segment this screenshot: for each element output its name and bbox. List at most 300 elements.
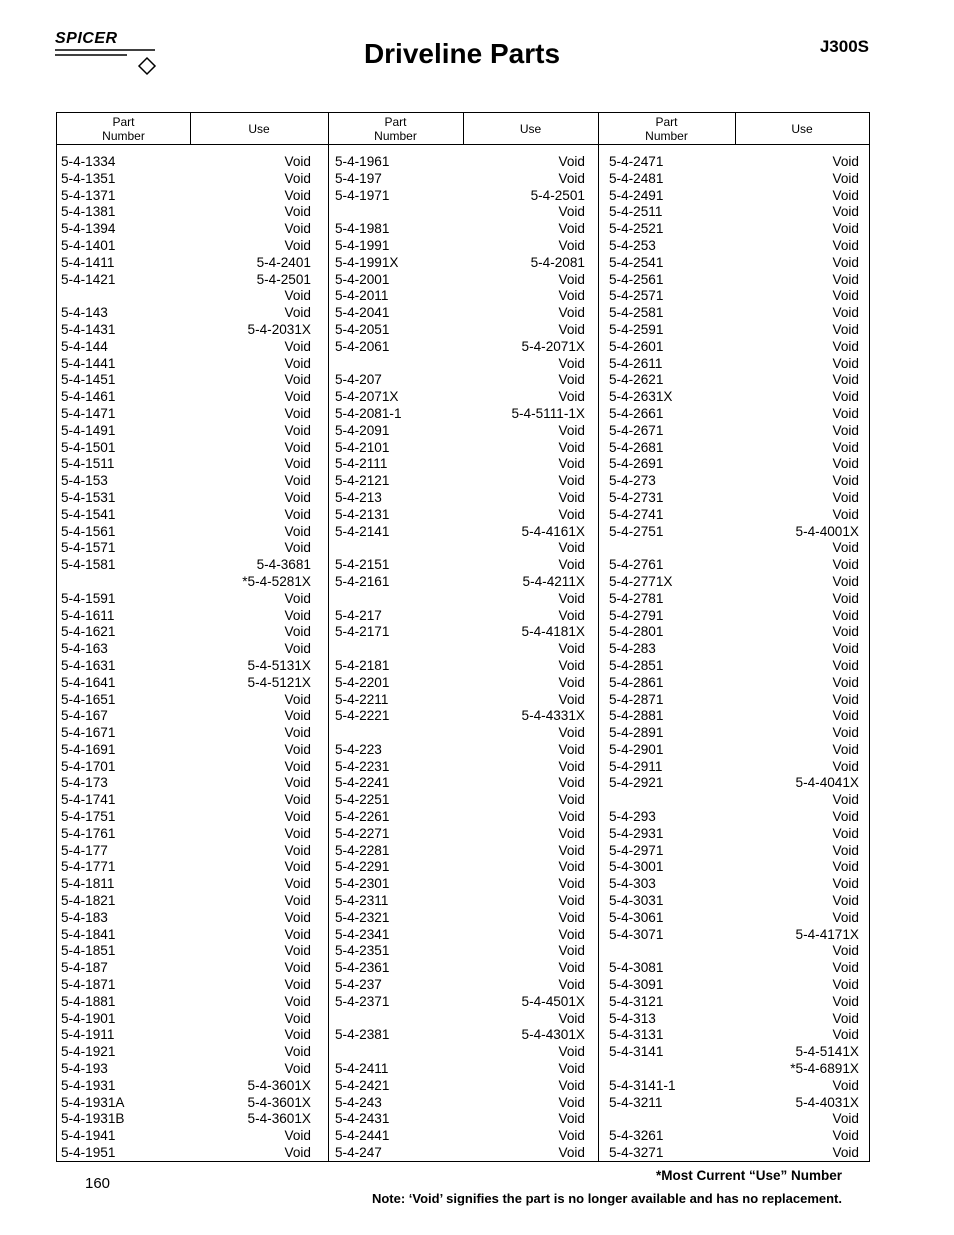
table-row [335, 927, 585, 944]
table-row [609, 272, 859, 289]
part-number-cell: 5-4-313 [609, 1010, 656, 1026]
part-number-cell: 5-4-3031 [609, 893, 664, 909]
part-number-cell: 5-4-2791 [609, 607, 664, 623]
table-row [609, 708, 859, 725]
table-row [61, 658, 311, 675]
part-number-cell: 5-4-193 [61, 1061, 108, 1077]
part-number-cell: 5-4-1941 [61, 1128, 116, 1144]
use-cell: Void [832, 288, 859, 304]
use-cell: Void [558, 154, 585, 169]
part-number-cell: 5-4-2931 [609, 825, 664, 841]
use-cell: Void [284, 741, 311, 757]
use-cell: Void [284, 960, 311, 976]
table-row [61, 843, 311, 860]
part-number-cell: 5-4-1421 [61, 271, 116, 287]
use-cell: Void [832, 809, 859, 825]
use-cell: Void [284, 288, 311, 304]
table-row [61, 708, 311, 725]
use-cell: Void [284, 540, 311, 556]
use-cell: Void [284, 523, 311, 539]
use-cell: Void [284, 1010, 311, 1026]
table-row [335, 675, 585, 692]
use-cell: Void [284, 1044, 311, 1060]
part-number-cell: 5-4-1981 [335, 221, 390, 237]
part-number-cell: 5-4-2171 [335, 624, 390, 640]
table-row [335, 171, 585, 188]
use-cell: Void [558, 271, 585, 287]
use-cell: Void [284, 170, 311, 186]
footnote-void-note: Note: ‘Void’ signifies the part is no longer available and has no replacement. [371, 1191, 842, 1206]
table-row [609, 859, 859, 876]
table-row [609, 641, 859, 658]
table-row [61, 204, 311, 221]
use-cell: Void [558, 859, 585, 875]
table-row [609, 893, 859, 910]
table-row [61, 1044, 311, 1061]
part-number-cell: 5-4-2321 [335, 909, 390, 925]
use-cell: Void [832, 473, 859, 489]
header-part-number-2: Part Number [374, 114, 417, 143]
table-row [335, 1044, 585, 1061]
use-cell: Void [284, 977, 311, 993]
use-cell: 5-4-2071X [521, 338, 585, 354]
part-number-cell: 5-4-1821 [61, 893, 116, 909]
part-number-cell: 5-4-1921 [61, 1044, 116, 1060]
table-row [609, 876, 859, 893]
table-row [61, 1128, 311, 1145]
use-cell: 5-4-5121X [247, 674, 311, 690]
table-row [335, 406, 585, 423]
part-number-cell: 5-4-2411 [335, 1061, 389, 1077]
use-cell: Void [284, 876, 311, 892]
part-number-cell: 5-4-1841 [61, 926, 116, 942]
table-row [609, 238, 859, 255]
use-cell: Void [832, 321, 859, 337]
use-cell: Void [558, 741, 585, 757]
part-number-cell: 5-4-2151 [335, 557, 390, 573]
use-cell: Void [284, 943, 311, 959]
use-cell: Void [284, 792, 311, 808]
table-row [335, 960, 585, 977]
table-row [61, 288, 311, 305]
table-row [609, 759, 859, 776]
part-number-cell: 5-4-143 [61, 305, 108, 321]
table-row [609, 1145, 859, 1162]
part-number-cell: 5-4-2801 [609, 624, 664, 640]
use-cell: Void [284, 439, 311, 455]
table-row [609, 1044, 859, 1061]
part-number-cell: 5-4-283 [609, 641, 656, 657]
part-number-cell: 5-4-2741 [609, 506, 664, 522]
use-cell: Void [832, 540, 859, 556]
use-cell: Void [284, 154, 311, 169]
table-row [609, 305, 859, 322]
use-cell: 5-4-3601X [247, 1094, 311, 1110]
table-row [335, 1061, 585, 1078]
table-row [61, 356, 311, 373]
table-row [335, 272, 585, 289]
table-row [609, 473, 859, 490]
table-row [61, 775, 311, 792]
table-row [61, 389, 311, 406]
part-number-cell: 5-4-2921 [609, 775, 664, 791]
table-row [61, 826, 311, 843]
part-number-cell: 5-4-1611 [61, 607, 115, 623]
part-number-cell: 5-4-1701 [61, 758, 116, 774]
use-cell: Void [832, 657, 859, 673]
use-cell: Void [284, 641, 311, 657]
table-row [61, 372, 311, 389]
part-number-cell: 5-4-2061 [335, 338, 390, 354]
use-cell: Void [284, 305, 311, 321]
table-row [335, 1145, 585, 1162]
use-cell: 5-4-5131X [247, 657, 311, 673]
use-cell: Void [284, 473, 311, 489]
table-row [61, 960, 311, 977]
table-row [609, 322, 859, 339]
use-cell: Void [832, 842, 859, 858]
table-row [335, 1011, 585, 1028]
table-row [609, 372, 859, 389]
part-number-cell: 5-4-1931 [61, 1077, 116, 1093]
part-number-cell: 5-4-1671 [61, 725, 116, 741]
table-row [61, 1061, 311, 1078]
part-number-cell: 5-4-1641 [61, 674, 116, 690]
use-cell: Void [558, 943, 585, 959]
table-row [609, 507, 859, 524]
use-cell: 5-4-4001X [795, 523, 859, 539]
table-row [335, 574, 585, 591]
table-row [61, 1111, 311, 1128]
use-cell: Void [832, 405, 859, 421]
table-row [61, 675, 311, 692]
table-row [335, 440, 585, 457]
table-row [335, 809, 585, 826]
use-cell: Void [284, 1061, 311, 1077]
table-row [335, 423, 585, 440]
use-cell: Void [284, 506, 311, 522]
table-row [609, 574, 859, 591]
table-row [609, 490, 859, 507]
table-row [609, 557, 859, 574]
table-row [335, 372, 585, 389]
use-cell: Void [284, 221, 311, 237]
use-cell: Void [832, 825, 859, 841]
table-row [609, 1027, 859, 1044]
part-number-cell: 5-4-2221 [335, 708, 390, 724]
part-number-cell: 5-4-1971 [335, 187, 390, 203]
use-cell: Void [284, 825, 311, 841]
part-number-cell: 5-4-173 [61, 775, 108, 791]
part-number-cell: 5-4-2161 [335, 573, 390, 589]
use-cell: Void [284, 725, 311, 741]
use-cell: Void [558, 842, 585, 858]
table-row [609, 742, 859, 759]
part-number-cell: 5-4-1991X [335, 254, 399, 270]
part-number-cell: 5-4-1621 [61, 624, 116, 640]
use-cell: 5-4-5111-1X [511, 405, 585, 421]
part-number-cell: 5-4-177 [61, 842, 108, 858]
part-number-cell: 5-4-1334 [61, 154, 116, 169]
table-row [61, 608, 311, 625]
table-row [61, 238, 311, 255]
part-number-cell: 5-4-1401 [61, 237, 116, 253]
use-cell: Void [558, 691, 585, 707]
table-row [609, 775, 859, 792]
table-row [609, 608, 859, 625]
header-use-1: Use [248, 121, 270, 136]
part-number-cell: 5-4-2381 [335, 1027, 390, 1043]
table-row [61, 1145, 311, 1162]
part-number-cell: 5-4-1511 [61, 456, 115, 472]
table-row [335, 843, 585, 860]
table-row [335, 977, 585, 994]
use-cell: Void [284, 590, 311, 606]
part-number-cell: 5-4-273 [609, 473, 656, 489]
table-row [61, 876, 311, 893]
part-number-cell: 5-4-2441 [335, 1128, 390, 1144]
use-cell: Void [832, 338, 859, 354]
part-number-cell: 5-4-2041 [335, 305, 390, 321]
use-cell: Void [832, 557, 859, 573]
table-row [609, 440, 859, 457]
table-row [335, 859, 585, 876]
table-row [335, 356, 585, 373]
part-number-cell: 5-4-2681 [609, 439, 664, 455]
table-row [335, 876, 585, 893]
table-row [61, 1027, 311, 1044]
part-number-cell: 5-4-1871 [61, 977, 116, 993]
table-row [61, 557, 311, 574]
use-cell: Void [558, 389, 585, 405]
table-row [61, 591, 311, 608]
part-number-cell: 5-4-1741 [61, 792, 116, 808]
part-number-cell: 5-4-3081 [609, 960, 664, 976]
table-row [61, 440, 311, 457]
part-number-cell: 5-4-2361 [335, 960, 390, 976]
table-row [61, 692, 311, 709]
table-row [609, 725, 859, 742]
part-number-cell: 5-4-1691 [61, 741, 116, 757]
use-cell: Void [558, 758, 585, 774]
table-row [609, 943, 859, 960]
use-cell: 5-4-5141X [795, 1044, 859, 1060]
part-number-cell: 5-4-2371 [335, 993, 390, 1009]
use-cell: Void [284, 1128, 311, 1144]
part-number-cell: 5-4-1381 [61, 204, 116, 220]
use-cell: Void [558, 977, 585, 993]
part-number-cell: 5-4-2601 [609, 338, 664, 354]
use-cell: Void [832, 506, 859, 522]
use-cell: Void [832, 1145, 859, 1161]
table-row [335, 708, 585, 725]
use-cell: 5-4-4161X [521, 523, 585, 539]
table-row [609, 389, 859, 406]
use-cell: 5-4-2501 [256, 271, 311, 287]
part-number-cell: 5-4-2241 [335, 775, 390, 791]
part-number-cell: 5-4-1371 [61, 187, 116, 203]
use-cell: 5-4-4041X [795, 775, 859, 791]
use-cell: Void [832, 741, 859, 757]
use-cell: Void [284, 338, 311, 354]
use-cell: Void [558, 893, 585, 909]
part-number-cell: 5-4-303 [609, 876, 656, 892]
use-cell: Void [558, 170, 585, 186]
part-number-cell: 5-4-2261 [335, 809, 390, 825]
use-cell: Void [832, 573, 859, 589]
part-number-cell: 5-4-3141-1 [609, 1077, 676, 1093]
use-cell: 5-4-4211X [522, 573, 585, 589]
model-label: J300S [819, 37, 869, 56]
table-row [61, 524, 311, 541]
part-number-cell: 5-4-187 [61, 960, 108, 976]
table-row [335, 893, 585, 910]
table-row [61, 507, 311, 524]
use-cell: Void [832, 859, 859, 875]
part-number-cell: 5-4-2511 [609, 204, 663, 220]
parts-table [56, 112, 870, 1162]
table-row [609, 540, 859, 557]
use-cell: Void [832, 187, 859, 203]
use-cell: Void [832, 758, 859, 774]
use-cell: Void [284, 607, 311, 623]
use-cell: Void [832, 221, 859, 237]
use-cell: Void [284, 691, 311, 707]
part-number-cell: 5-4-3271 [609, 1145, 664, 1161]
table-row [609, 1061, 859, 1078]
table-row [61, 423, 311, 440]
part-number-cell: 5-4-3121 [609, 993, 664, 1009]
table-row [335, 490, 585, 507]
part-number-cell: 5-4-2521 [609, 221, 664, 237]
part-number-cell: 5-4-2101 [335, 439, 390, 455]
part-number-cell: 5-4-1581 [61, 557, 116, 573]
part-number-cell: 5-4-163 [61, 641, 108, 657]
table-row [61, 406, 311, 423]
table-row [335, 540, 585, 557]
part-number-cell: 5-4-144 [61, 338, 108, 354]
part-number-cell: 5-4-2301 [335, 876, 390, 892]
use-cell: 5-4-4301X [521, 1027, 585, 1043]
table-row [335, 910, 585, 927]
table-row [61, 1078, 311, 1095]
use-cell: Void [832, 641, 859, 657]
table-row [335, 154, 585, 171]
table-row [61, 154, 311, 171]
use-cell: 5-4-2401 [256, 254, 311, 270]
part-number-cell: 5-4-2231 [335, 758, 390, 774]
use-cell: Void [558, 372, 585, 388]
use-cell: Void [558, 809, 585, 825]
part-number-cell: 5-4-1561 [61, 523, 116, 539]
use-cell: Void [284, 1027, 311, 1043]
table-row [609, 692, 859, 709]
use-cell: Void [284, 389, 311, 405]
table-row [335, 725, 585, 742]
part-number-cell: 5-4-2091 [335, 422, 390, 438]
part-number-cell: 5-4-2071X [335, 389, 399, 405]
part-number-cell: 5-4-2771X [609, 573, 673, 589]
part-number-cell: 5-4-2001 [335, 271, 390, 287]
table-row [61, 943, 311, 960]
table-row [61, 339, 311, 356]
part-number-cell: 5-4-183 [61, 909, 108, 925]
table-row [335, 591, 585, 608]
use-cell: 5-4-4031X [795, 1094, 859, 1110]
use-cell: *5-4-6891X [790, 1061, 859, 1077]
use-cell: 5-4-3601X [247, 1111, 311, 1127]
table-row [335, 1128, 585, 1145]
part-number-cell: 5-4-2881 [609, 708, 664, 724]
table-row [335, 1078, 585, 1095]
column-divider [598, 113, 599, 1161]
table-row [335, 742, 585, 759]
use-cell: Void [284, 489, 311, 505]
table-row [335, 473, 585, 490]
use-cell: Void [832, 893, 859, 909]
table-row [61, 725, 311, 742]
part-number-cell: 5-4-207 [335, 372, 382, 388]
table-row [335, 943, 585, 960]
table-row [61, 977, 311, 994]
part-number-cell: 5-4-153 [61, 473, 108, 489]
use-cell: *5-4-5281X [242, 573, 311, 589]
table-row [609, 1111, 859, 1128]
table-row [335, 389, 585, 406]
table-row [609, 624, 859, 641]
use-cell: Void [558, 674, 585, 690]
use-cell: Void [832, 254, 859, 270]
use-cell: Void [284, 842, 311, 858]
table-row [61, 809, 311, 826]
table-row [335, 238, 585, 255]
table-row [609, 910, 859, 927]
table-row [609, 826, 859, 843]
table-row [61, 1095, 311, 1112]
part-number-cell: 5-4-253 [609, 237, 656, 253]
part-number-cell: 5-4-2211 [335, 691, 389, 707]
part-number-cell: 5-4-1811 [61, 876, 115, 892]
table-row [609, 171, 859, 188]
use-cell: Void [284, 893, 311, 909]
table-row [335, 557, 585, 574]
header-use-3: Use [791, 121, 813, 136]
use-cell: Void [558, 305, 585, 321]
part-number-cell: 5-4-2761 [609, 557, 664, 573]
part-number-cell: 5-4-243 [335, 1094, 382, 1110]
use-cell: Void [832, 1010, 859, 1026]
table-row [335, 658, 585, 675]
use-cell: Void [284, 775, 311, 791]
table-row [335, 255, 585, 272]
use-cell: Void [832, 305, 859, 321]
part-number-cell: 5-4-2011 [335, 288, 389, 304]
table-row [609, 843, 859, 860]
use-cell: Void [832, 624, 859, 640]
use-cell: 5-4-2501 [530, 187, 585, 203]
use-cell: Void [284, 1145, 311, 1161]
table-row [609, 960, 859, 977]
part-number-cell: 5-4-2971 [609, 842, 664, 858]
table-row [335, 826, 585, 843]
use-cell: Void [832, 691, 859, 707]
part-number-cell: 5-4-3261 [609, 1128, 664, 1144]
use-cell: Void [832, 439, 859, 455]
header-divider [190, 113, 191, 145]
part-number-cell: 5-4-2781 [609, 590, 664, 606]
use-cell: 5-4-4181X [521, 624, 585, 640]
use-cell: Void [832, 909, 859, 925]
